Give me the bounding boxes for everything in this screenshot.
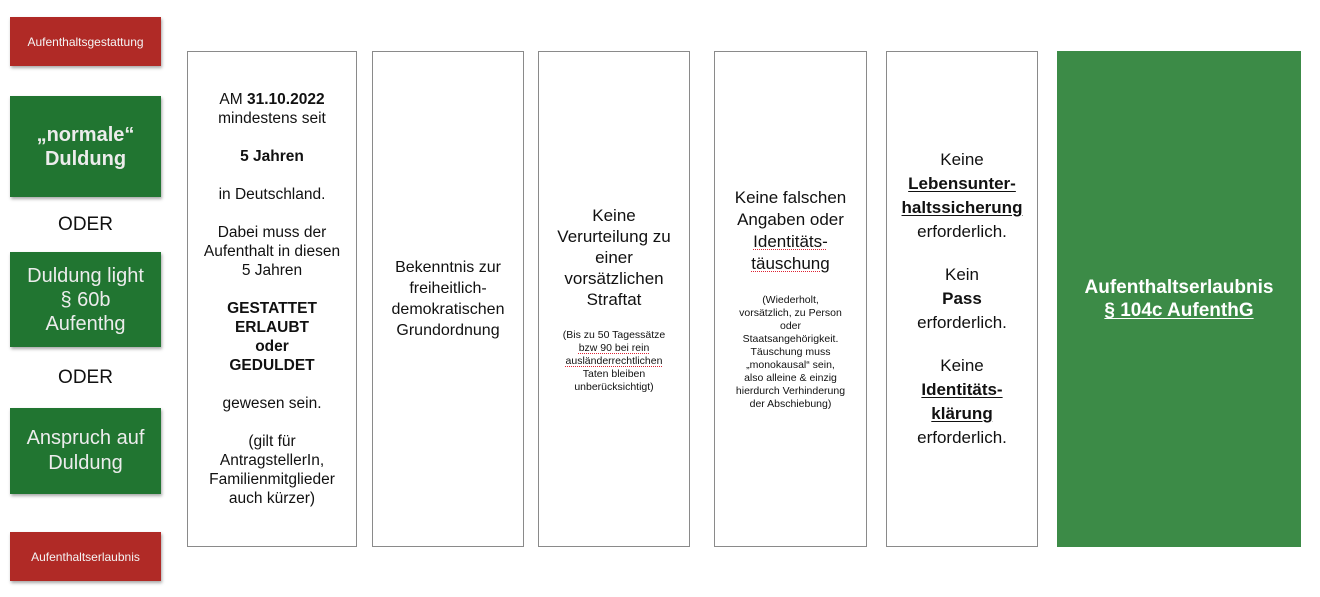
requirement-no-false-info	[714, 51, 867, 547]
option-line: Duldung light	[27, 264, 144, 287]
note-line: unberücksichtigt)	[574, 380, 654, 393]
note-line: oder	[779, 320, 801, 332]
note-line: auch kürzer)	[228, 490, 316, 507]
cutoff-date: 31.10.2022	[246, 91, 325, 108]
text-line: Verurteilung zu	[557, 226, 671, 246]
text-line: Angaben oder	[737, 210, 844, 229]
option-anspruch-auf-duldung	[10, 408, 161, 494]
text-line: Keine falschen	[734, 188, 847, 207]
result-law-reference: § 104c AufenthG	[1104, 300, 1254, 321]
bold-term: haltssicherung	[901, 198, 1023, 217]
text-line: Keine	[940, 150, 984, 169]
note-line: Familienmitglieder	[209, 471, 335, 488]
result-title: Aufenthaltserlaubnis	[1084, 277, 1274, 298]
option-line: Duldung	[44, 147, 127, 170]
text-line: Grundordnung	[396, 322, 500, 339]
status-aufenthaltsgestattung	[10, 17, 161, 66]
note-line: ausländerrechtlichen	[565, 354, 663, 367]
bold-term: klärung	[931, 404, 993, 423]
date-prefix: AM	[219, 91, 247, 108]
status-label: Aufenthaltserlaubnis	[31, 549, 140, 564]
text-line: Straftat	[586, 289, 642, 309]
note-line: der Abschiebung)	[749, 398, 832, 410]
text-line: Kein	[944, 265, 980, 284]
note-line: AntragstellerIn,	[219, 452, 325, 469]
text-line: Aufenthalt in diesen	[203, 243, 341, 260]
bold-term: Pass	[942, 289, 982, 308]
note-line: Staatsangehörigkeit.	[742, 333, 839, 345]
option-normale-duldung	[10, 96, 161, 197]
text-line: demokratischen	[391, 301, 505, 318]
bold-term: Identitäts-	[921, 380, 1003, 399]
requirement-residence	[187, 51, 357, 547]
option-line: Aufenthg	[45, 312, 126, 335]
text-line: Keine	[940, 356, 984, 375]
status-line: oder	[255, 338, 289, 355]
text-line: erforderlich.	[917, 428, 1007, 447]
note-line: „monokausal“ sein,	[746, 359, 835, 371]
text-line: erforderlich.	[917, 313, 1007, 332]
note-line: vorsätzlich, zu Person	[739, 307, 842, 319]
requirement-not-required	[886, 51, 1038, 547]
oder-connector: ODER	[58, 367, 113, 388]
status-aufenthaltserlaubnis	[10, 532, 161, 581]
note-line: (Bis zu 50 Tagessätze	[562, 328, 666, 341]
note-line: bzw 90 bei rein	[578, 341, 650, 354]
note-line: hierdurch Verhinderung	[735, 385, 846, 397]
bold-term: Lebensunter-	[908, 174, 1016, 193]
note-line: also alleine & einzig	[744, 372, 837, 384]
oder-connector: ODER	[58, 214, 113, 235]
duration: 5 Jahren	[240, 148, 304, 165]
note-line: (gilt für	[248, 433, 296, 450]
text-line: in Deutschland.	[218, 186, 326, 203]
text-line: 5 Jahren	[241, 262, 303, 279]
option-line: Duldung	[48, 452, 123, 474]
text-line: erforderlich.	[917, 222, 1007, 241]
status-label: Aufenthaltsgestattung	[27, 34, 144, 49]
requirement-no-conviction	[538, 51, 690, 547]
text-line: Dabei muss der	[217, 224, 327, 241]
option-line: § 60b	[60, 288, 111, 311]
result-box	[1057, 51, 1301, 547]
requirement-commitment	[372, 51, 524, 547]
text-line: Bekenntnis zur	[395, 259, 501, 276]
text-line: gewesen sein.	[222, 395, 322, 412]
text-line: vorsätzlichen	[564, 268, 664, 288]
option-line: Anspruch auf	[26, 427, 145, 449]
status-line: ERLAUBT	[234, 319, 310, 336]
text-line: täuschung	[751, 254, 830, 273]
note-line: Täuschung muss	[750, 346, 831, 358]
note-line: (Wiederholt,	[762, 294, 819, 306]
text-line: freiheitlich-	[409, 280, 487, 297]
text-line: Keine	[592, 205, 636, 225]
text-line: mindestens seit	[218, 110, 326, 127]
text-line: einer	[595, 247, 633, 267]
status-line: GEDULDET	[229, 357, 315, 374]
option-line: „normale“	[36, 123, 135, 146]
status-line: GESTATTET	[227, 300, 317, 317]
option-duldung-light	[10, 252, 161, 347]
text-line: Identitäts-	[753, 232, 828, 251]
note-line: Taten bleiben	[582, 367, 646, 380]
